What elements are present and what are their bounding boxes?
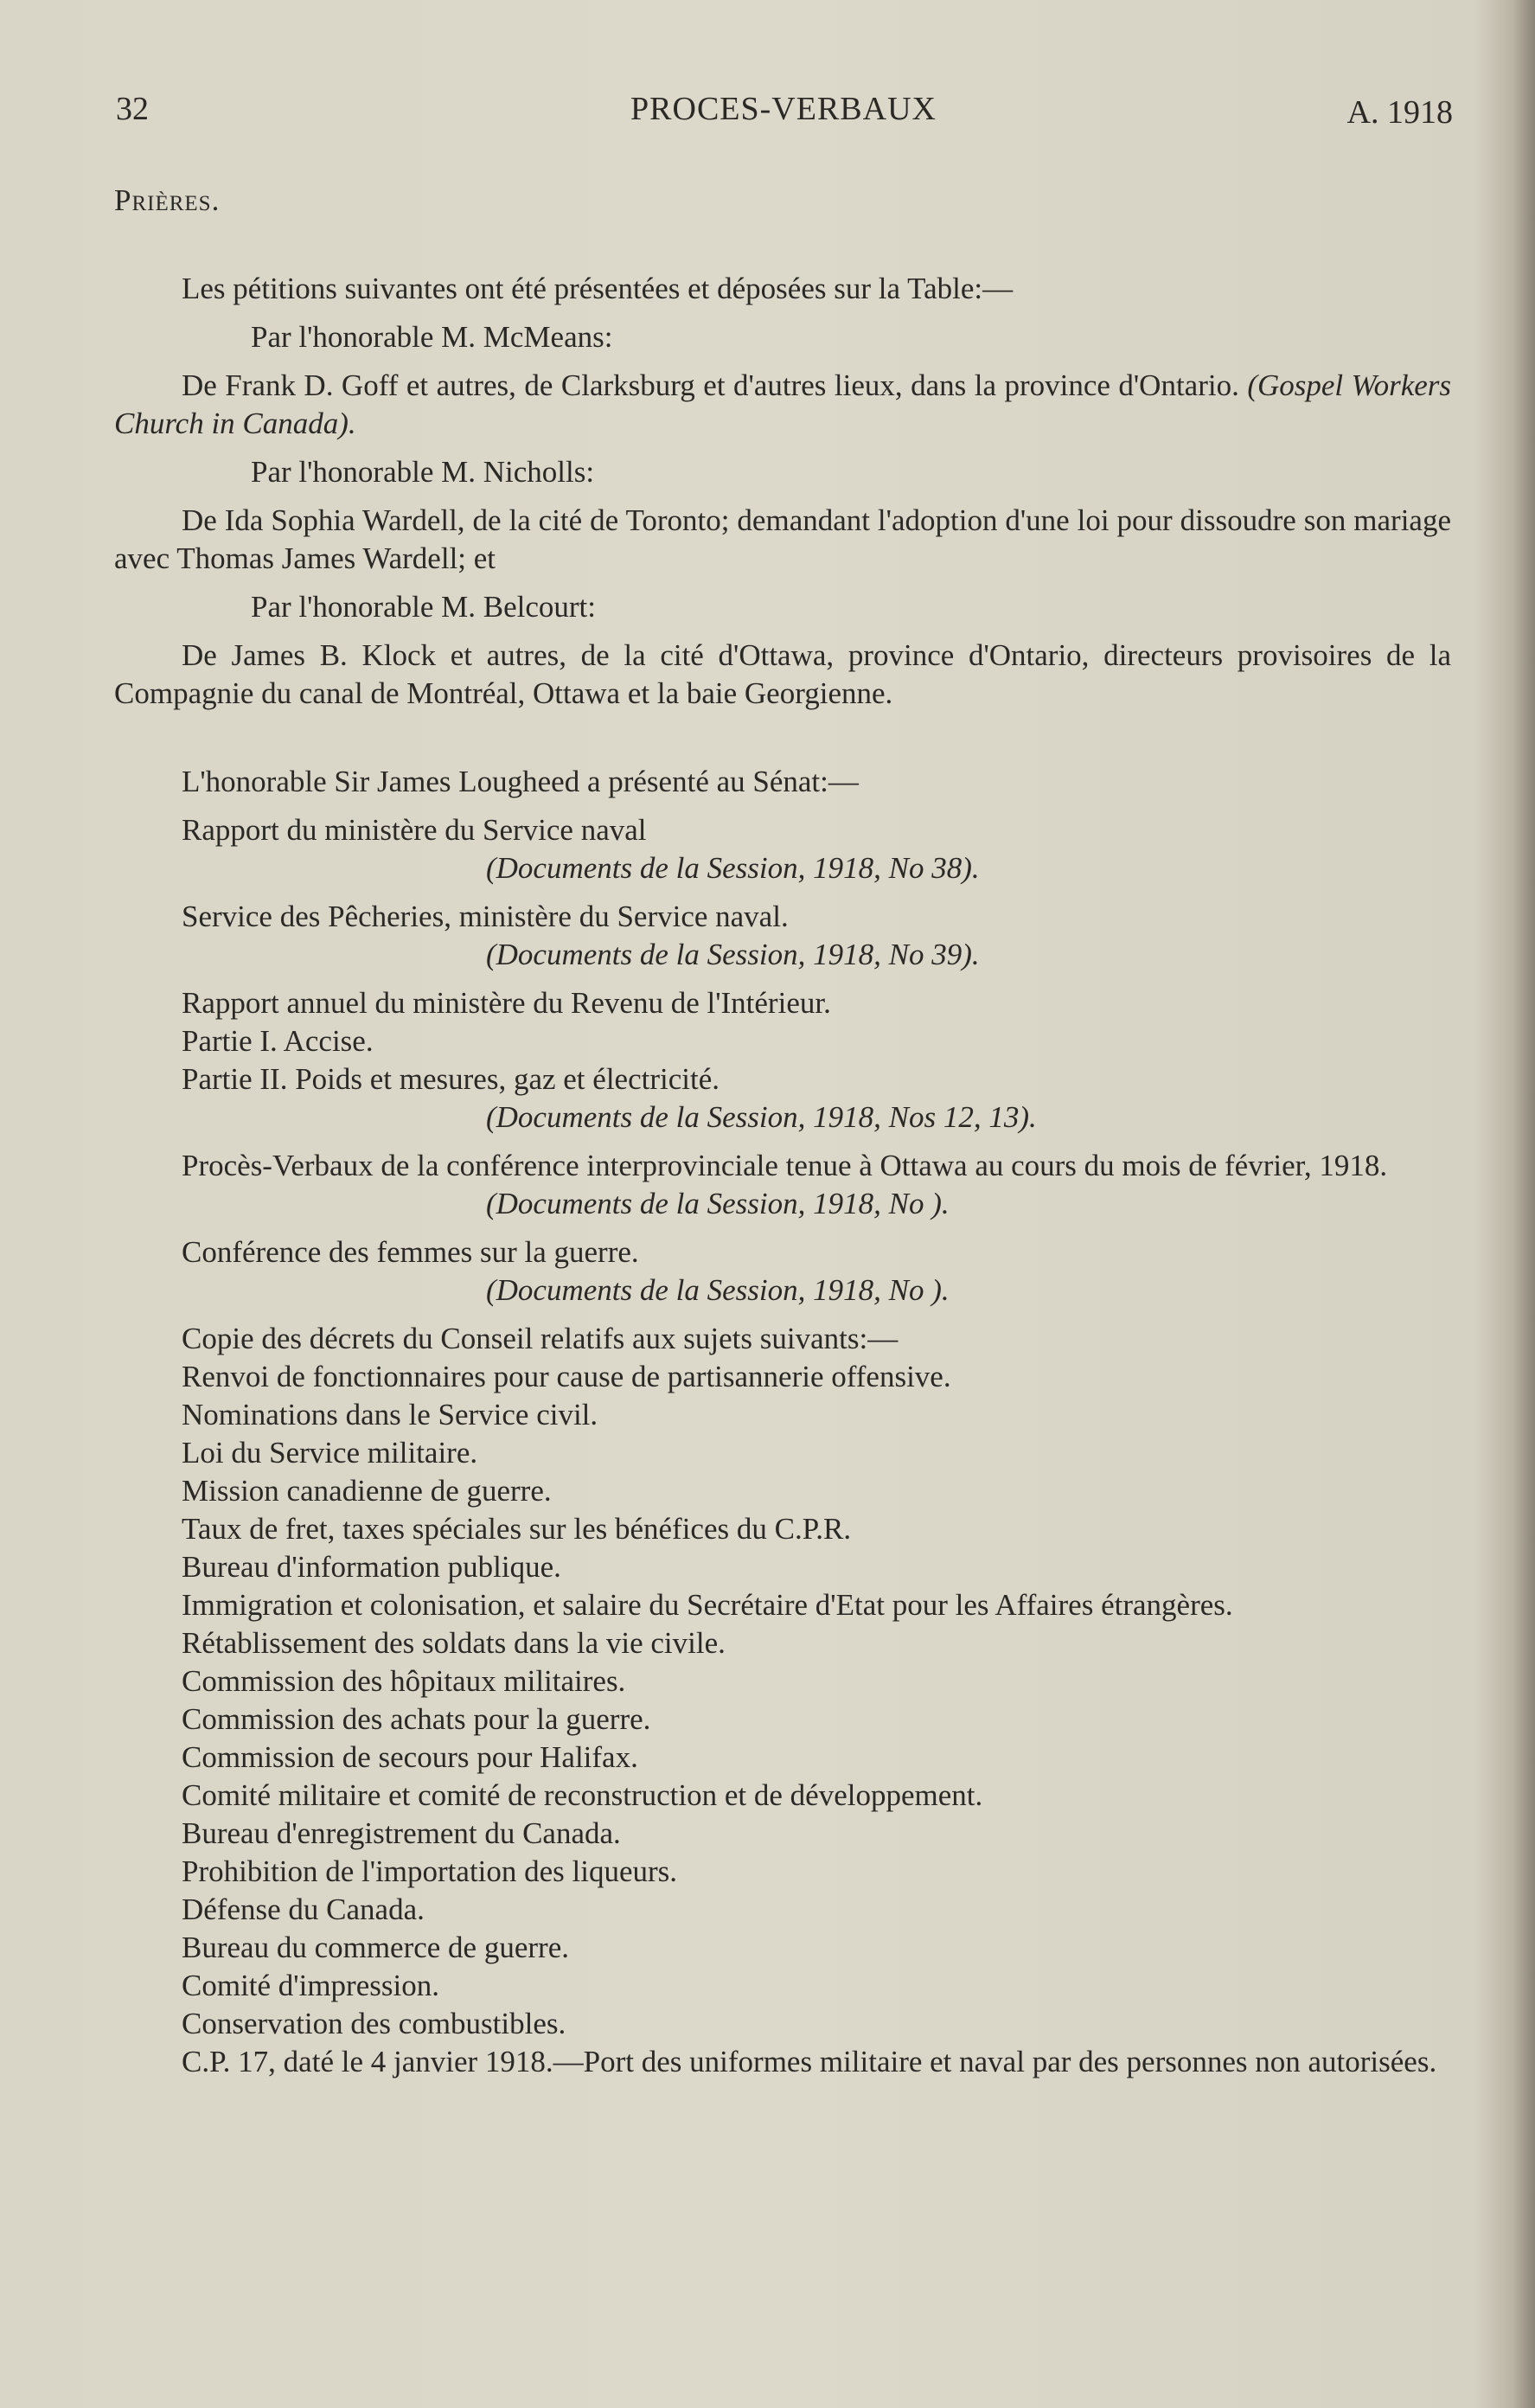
citation-39: (Documents de la Session, 1918, No 39). xyxy=(486,938,980,971)
list-item: Rétablissement des soldats dans la vie civile. xyxy=(182,1626,726,1660)
mcmeans-by: Par l'honorable M. McMeans: xyxy=(251,320,613,354)
list-item: Mission canadienne de guerre. xyxy=(182,1474,552,1508)
list-item: Bureau du commerce de guerre. xyxy=(182,1931,569,1964)
list-item: Taux de fret, taxes spéciales sur les bénéfices du C.P.R. xyxy=(182,1512,852,1546)
section-prieres: Prières. xyxy=(114,183,221,217)
petitions-intro: Les pétitions suivantes ont été présentées et déposées sur la Table:— xyxy=(182,272,1014,305)
list-item: Bureau d'information publique. xyxy=(182,1550,561,1584)
list-item: C.P. 17, daté le 4 janvier 1918.—Port des uniformes militaire et naval par des personnes non autorisées. xyxy=(182,2045,1437,2078)
nicholls-petition: De Ida Sophia Wardell, de la cité de Toronto; demandant l'adoption d'une loi pour dissoudre son mariage avec Thomas James Wardell; et xyxy=(114,503,1451,575)
list-item: Comité militaire et comité de reconstruction et de développement. xyxy=(182,1778,983,1812)
partie-1: Partie I. Accise. xyxy=(182,1024,374,1058)
belcourt-by: Par l'honorable M. Belcourt: xyxy=(251,590,596,624)
mcmeans-petition xyxy=(114,367,1451,443)
nicholls-by: Par l'honorable M. Nicholls: xyxy=(251,455,595,489)
year-label: A. 1918 xyxy=(1346,94,1453,131)
page-body xyxy=(114,182,1451,2081)
mcmeans-text: De Frank D. Goff et autres, de Clarksburg et d'autres lieux, dans la province d'Ontario. xyxy=(182,368,1239,402)
page-header xyxy=(114,90,1453,142)
list-item: Commission des achats pour la guerre. xyxy=(182,1702,651,1736)
rapport-naval: Rapport du ministère du Service naval xyxy=(182,813,647,847)
copie-decrets: Copie des décrets du Conseil relatifs aux sujets suivants:— xyxy=(182,1322,899,1355)
list-item: Renvoi de fonctionnaires pour cause de partisannerie offensive. xyxy=(182,1360,951,1393)
page-title: PROCES-VERBAUX xyxy=(630,91,937,127)
list-item: Immigration et colonisation, et salaire du Secrétaire d'Etat pour les Affaires étrangères. xyxy=(182,1588,1233,1622)
pecheries: Service des Pêcheries, ministère du Service naval. xyxy=(182,900,789,933)
list-item: Loi du Service militaire. xyxy=(182,1436,478,1470)
list-item: Commission des hôpitaux militaires. xyxy=(182,1664,626,1698)
citation-blank-1: (Documents de la Session, 1918, No ). xyxy=(486,1187,950,1220)
conference-interprovinciale: Procès-Verbaux de la conférence interprovinciale tenue à Ottawa au cours du mois de février, 1918. xyxy=(182,1149,1388,1182)
mcmeans-citation: (Gospel Workers Church in Canada). xyxy=(114,368,1452,440)
citation-12-13: (Documents de la Session, 1918, Nos 12, 13). xyxy=(486,1100,1037,1134)
list-item: Conservation des combustibles. xyxy=(182,2007,566,2040)
lougheed-intro: L'honorable Sir James Lougheed a présenté au Sénat:— xyxy=(182,765,859,798)
conference-femmes: Conférence des femmes sur la guerre. xyxy=(182,1235,639,1269)
list-item: Comité d'impression. xyxy=(182,1969,439,2002)
belcourt-petition: De James B. Klock et autres, de la cité d'Ottawa, province d'Ontario, directeurs provisoires de la Compagnie du canal de Montréal, Ottawa et la baie Georgienne. xyxy=(114,638,1451,710)
page-number: 32 xyxy=(116,91,149,127)
partie-2: Partie II. Poids et mesures, gaz et électricité. xyxy=(182,1062,720,1096)
list-item: Défense du Canada. xyxy=(182,1892,425,1926)
list-item: Commission de secours pour Halifax. xyxy=(182,1740,638,1774)
citation-blank-2: (Documents de la Session, 1918, No ). xyxy=(486,1273,950,1307)
rapport-revenu: Rapport annuel du ministère du Revenu de l'Intérieur. xyxy=(182,986,831,1020)
list-item: Nominations dans le Service civil. xyxy=(182,1398,598,1431)
list-item: Prohibition de l'importation des liqueurs. xyxy=(182,1854,678,1888)
citation-38: (Documents de la Session, 1918, No 38). xyxy=(486,851,980,885)
list-item: Bureau d'enregistrement du Canada. xyxy=(182,1816,621,1850)
